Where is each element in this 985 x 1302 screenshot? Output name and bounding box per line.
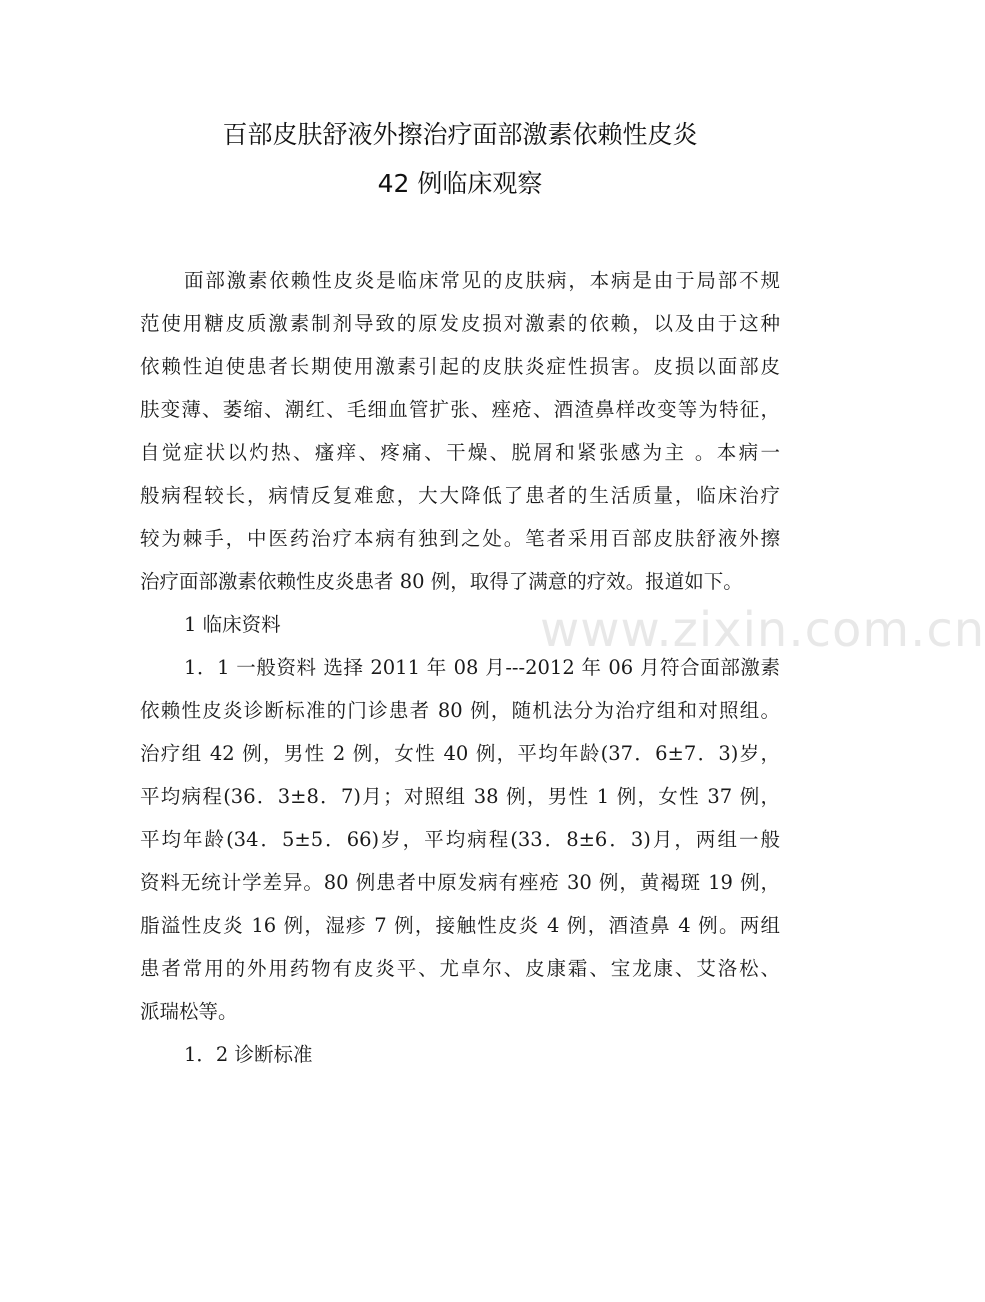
general-data-line: 依赖性皮炎诊断标准的门诊患者 80 例，随机法分为治疗组和对照组。 — [140, 699, 780, 722]
section-heading-clinical-data: 1 临床资料 — [184, 613, 281, 636]
intro-line: 自觉症状以灼热、瘙痒、疼痛、干燥、脱屑和紧张感为主 。本病一 — [140, 441, 780, 464]
section-heading-diagnostic-criteria: 1．2 诊断标准 — [184, 1043, 313, 1066]
document-title-line-1: 百部皮肤舒液外擦治疗面部激素依赖性皮炎 — [222, 120, 698, 149]
intro-line: 较为棘手，中医药治疗本病有独到之处。笔者采用百部皮肤舒液外擦 — [140, 527, 780, 550]
intro-line: 肤变薄、萎缩、潮红、毛细血管扩张、痤疮、酒渣鼻样改变等为特征， — [140, 398, 780, 421]
general-data-line: 平均病程(36．3±8．7)月；对照组 38 例，男性 1 例，女性 37 例， — [140, 785, 780, 808]
intro-line: 依赖性迫使患者长期使用激素引起的皮肤炎症性损害。皮损以面部皮 — [140, 355, 780, 378]
general-data-line: 资料无统计学差异。80 例患者中原发病有痤疮 30 例，黄褐斑 19 例， — [140, 871, 780, 894]
general-data-line: 派瑞松等。 — [140, 1000, 238, 1023]
watermark: www.zixin.com.cn — [540, 602, 985, 658]
general-data-line: 平均年龄(34．5±5．66)岁，平均病程(33．8±6．3)月，两组一般 — [140, 828, 780, 851]
intro-line: 面部激素依赖性皮炎是临床常见的皮肤病，本病是由于局部不规 — [184, 269, 780, 292]
intro-line: 般病程较长，病情反复难愈，大大降低了患者的生活质量，临床治疗 — [140, 484, 780, 507]
intro-line: 范使用糖皮质激素制剂导致的原发皮损对激素的依赖，以及由于这种 — [140, 312, 780, 335]
general-data-line: 治疗组 42 例，男性 2 例，女性 40 例，平均年龄(37．6±7．3)岁， — [140, 742, 780, 765]
general-data-line: 患者常用的外用药物有皮炎平、尤卓尔、皮康霜、宝龙康、艾洛松、 — [140, 957, 780, 980]
general-data-line: 1．1 一般资料 选择 2011 年 08 月---2012 年 06 月符合面部激素 — [184, 656, 780, 679]
intro-line: 治疗面部激素依赖性皮炎患者 80 例，取得了满意的疗效。报道如下。 — [140, 570, 743, 593]
general-data-line: 脂溢性皮炎 16 例，湿疹 7 例，接触性皮炎 4 例，酒渣鼻 4 例。两组 — [140, 914, 780, 937]
document-title-line-2: 42 例临床观察 — [377, 169, 543, 198]
